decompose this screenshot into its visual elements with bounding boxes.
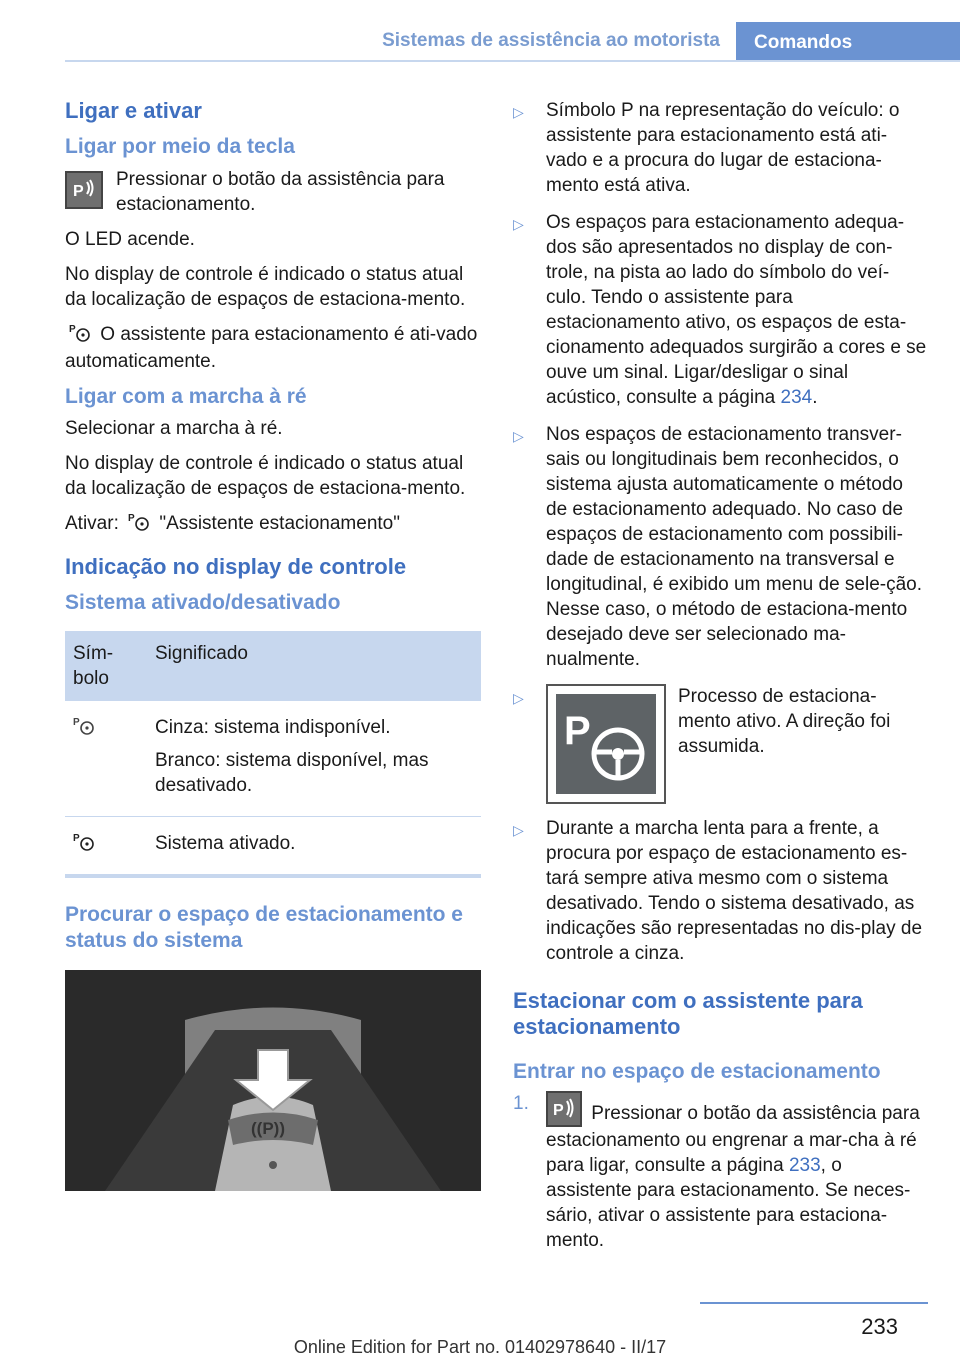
heading-indicacao: Indicação no display de controle — [65, 553, 407, 579]
header-section-title: Sistemas de assistência ao motorista — [382, 30, 720, 51]
bullet-list — [513, 98, 927, 966]
list-item — [513, 422, 927, 672]
parking-search-illustration — [65, 970, 481, 1191]
svg-text:P: P — [69, 323, 76, 335]
bullet-text: Processo de estaciona-mento ativo. A direção foi assumida. — [678, 686, 891, 757]
symbol-table — [65, 631, 481, 878]
svg-text:P: P — [73, 832, 80, 844]
list-item: ▷ Os espaços para estacionamento adequa-dos são apresentados no display de con-trole, na pista ao lado do símbolo do veí-culo. Tendo o assistente para estacionamento ativo, os espaços de esta-cionamento adequados surgirão a cores e se ouve um sinal. Ligar/desligar o sinal acústico, consulte a página 234. — [513, 212, 927, 408]
list-item — [513, 684, 927, 804]
meaning-cell — [147, 701, 481, 817]
table-row — [65, 701, 481, 817]
ativar-menu-item: "Assistente estacionamento" — [159, 512, 400, 534]
park-assist-symbol-icon — [128, 511, 150, 538]
paragraph-ativar — [65, 511, 481, 538]
park-assist-button-icon — [65, 171, 103, 209]
header-chapter-tab: Comandos — [736, 22, 960, 62]
paragraph-display-status: No display de controle é indicado o status atual da localização de espaços de estaciona-mento. — [65, 263, 466, 310]
bullet-marker: ▷ — [513, 428, 524, 444]
paragraph-selecionar: Selecionar a marcha à ré. — [65, 417, 283, 439]
svg-text:P: P — [73, 716, 80, 728]
symbol-cell — [65, 816, 147, 876]
park-assist-button-row — [65, 167, 481, 217]
column-meaning: Significado — [147, 631, 481, 701]
steering-takeover-item — [546, 684, 927, 804]
bullet-marker: ▷ — [513, 690, 524, 706]
symbol-table-header — [65, 631, 481, 701]
right-column — [513, 98, 927, 1253]
page-link-233[interactable]: 233 — [788, 1155, 821, 1177]
step-number: 1. — [513, 1093, 529, 1115]
meaning-cell — [147, 816, 481, 876]
bullet-marker: ▷ — [513, 822, 524, 838]
table-row — [65, 816, 481, 876]
park-assist-gray-icon — [73, 716, 95, 740]
step-text: Pressionar o botão da assistência para estacionamento ou engrenar a mar-cha à ré para ligar, consulte a página — [546, 1103, 920, 1177]
meaning-line: Cinza: sistema indisponível. — [155, 716, 391, 738]
ativar-prefix: Ativar: — [65, 512, 119, 534]
bullet-text: Os espaços para estacionamento adequa-dos são apresentados no display de con-trole, na pista ao lado do símbolo do veí-culo. Tendo o assistente para estacionamento ativo, os espaços de esta-cionamento adequados surgirão a cores e se ouve um sinal. Ligar/desligar o sinal acústico, consulte a página — [546, 212, 927, 408]
svg-text:P: P — [73, 182, 84, 200]
page-link-234[interactable]: 234 — [780, 387, 813, 408]
heading-estacionar: Estacionar com o assistente para estacionamento — [513, 988, 863, 1040]
bullet-marker: ▷ — [513, 104, 524, 120]
paragraph-auto-activation — [65, 322, 481, 374]
page-header — [65, 0, 960, 62]
step-item — [513, 1091, 927, 1253]
left-column — [65, 98, 481, 1191]
paragraph-led: O LED acende. — [65, 228, 195, 250]
heading-entrar: Entrar no espaço de estacionamento — [513, 1059, 881, 1083]
heading-ligar-tecla: Ligar por meio da tecla — [65, 135, 295, 159]
heading-marcha-re: Ligar com a marcha à ré — [65, 384, 307, 408]
heading-ligar-ativar: Ligar e ativar — [65, 98, 202, 123]
parking-steering-icon — [546, 684, 666, 804]
park-assist-active-icon — [73, 832, 95, 856]
heading-procurar: Procurar o espaço de estacionamento e status do sistema — [65, 902, 463, 952]
bullet-text: Símbolo P na representação do veículo: o assistente para estacionamento está ati-vado e a procura do lugar de estaciona-mento está ativa. — [546, 100, 900, 196]
paragraph-display-status-2: No display de controle é indicado o status atual da localização de espaços de estaciona-mento. — [65, 452, 466, 499]
illustration-p-label: ((P)) — [251, 1119, 285, 1139]
bullet-text: Nos espaços de estacionamento transver-sais ou longitudinais bem reconhecidos, o sistema ajusta automaticamente o método de estacionamento adequado. No caso de espaços de estacionamento com possibili-dade de estacionamento na transversal e longitudinal, é exibido um menu de sele-ção. Nesse caso, o método de estaciona-mento desejado deve ser selecionado ma-nualmente. — [546, 424, 923, 670]
footer-rule — [700, 1302, 928, 1304]
bullet-marker: ▷ — [513, 216, 524, 232]
bullet-text: Durante a marcha lenta para a frente, a procura por espaço de estacionamento es-tará sempre ativa mesmo com o sistema desativado. Tendo o sistema desativado, as indicações são representadas no dis-play de controle a cinza. — [546, 818, 923, 964]
list-item — [513, 816, 927, 966]
steps-list — [513, 1091, 927, 1253]
park-assist-button-icon — [546, 1091, 582, 1128]
auto-activation-text: O assistente para estacionamento é ati-vado automaticamente. — [65, 323, 478, 372]
step-text-cont: , o assistente para estacionamento. Se neces-sário, ativar o assistente para estaciona-mento. — [546, 1155, 911, 1252]
heading-sistema: Sistema ativado/desativado — [65, 591, 341, 615]
list-item — [513, 98, 927, 198]
symbol-cell — [65, 701, 147, 817]
header-rule — [65, 60, 960, 62]
meaning-line: Sistema ativado. — [155, 832, 296, 854]
meaning-line: Branco: sistema disponível, mas desativado. — [155, 749, 429, 796]
svg-text:P: P — [564, 709, 591, 753]
column-symbol: Sím-bolo — [65, 631, 147, 701]
park-assist-symbol-icon — [69, 322, 91, 349]
page-number: 233 — [861, 1314, 898, 1339]
svg-text:P: P — [553, 1102, 564, 1120]
svg-text:P: P — [128, 512, 135, 524]
edition-footer: Online Edition for Part no. 01402978640 - II/17 — [293, 1337, 667, 1357]
paragraph-pressionar: Pressionar o botão da assistência para estacionamento. — [116, 168, 445, 215]
